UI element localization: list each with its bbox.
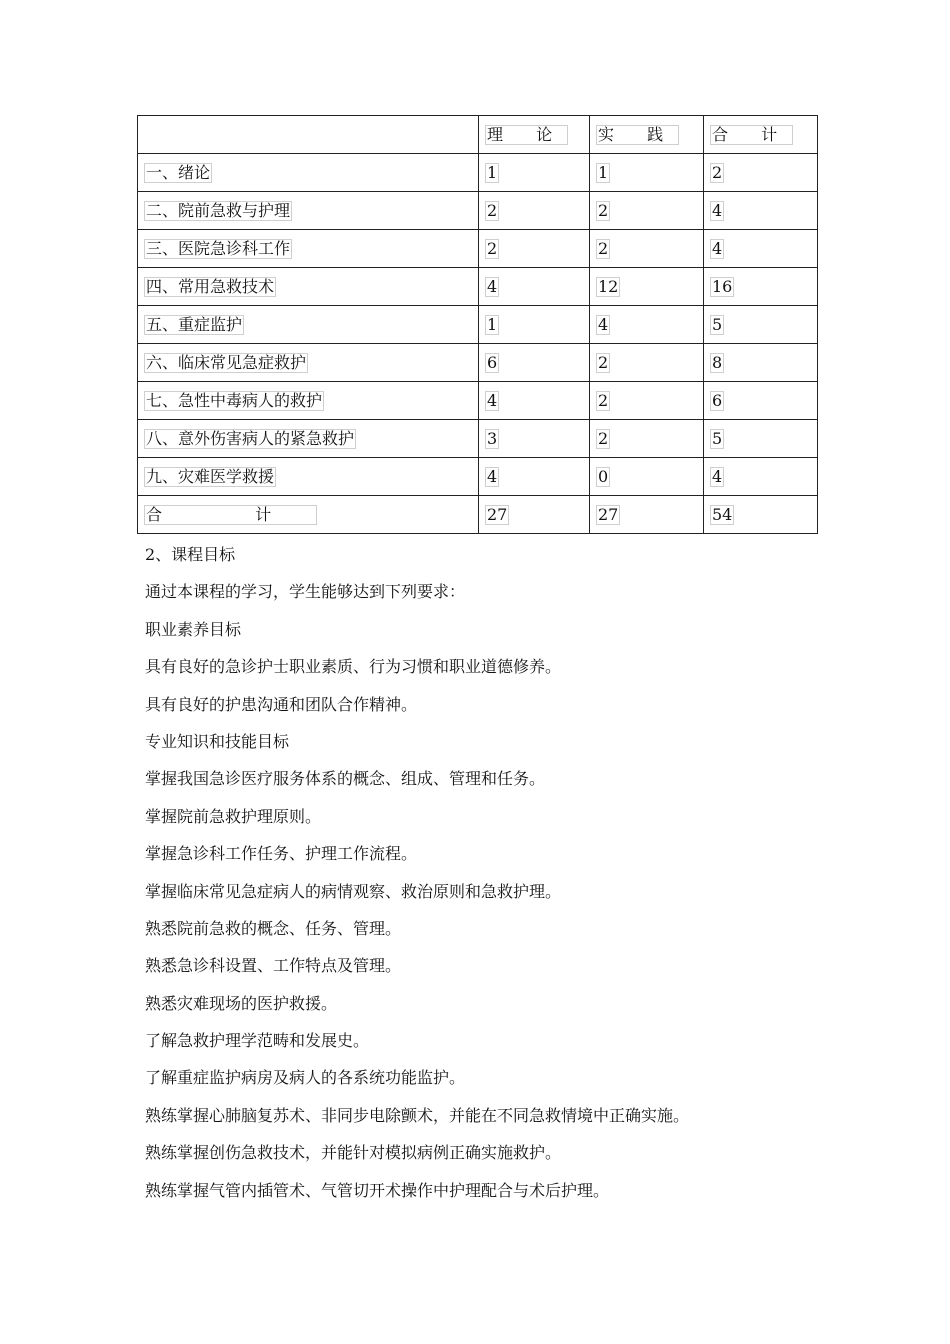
table-row	[138, 154, 818, 192]
total-hours-value: 5	[712, 428, 723, 448]
table-row	[138, 344, 818, 382]
row-name-cell	[138, 496, 479, 534]
practice-hours-cell	[590, 344, 704, 382]
section-heading: 2、课程目标	[145, 545, 236, 564]
total-hours-cell	[704, 192, 818, 230]
table-header-row	[138, 116, 818, 154]
total-hours-cell	[704, 154, 818, 192]
paragraph: 掌握我国急诊医疗服务体系的概念、组成、管理和任务。	[145, 769, 546, 789]
paragraph: 具有良好的急诊护士职业素质、行为习惯和职业道德修养。	[145, 657, 562, 677]
theory-hours-cell	[479, 268, 590, 306]
header-total-label: 合 计	[712, 124, 792, 144]
header-cell-blank	[138, 116, 479, 154]
theory-hours-value: 1	[487, 162, 498, 182]
practice-hours-cell	[590, 306, 704, 344]
paragraph: 熟悉院前急救的概念、任务、管理。	[145, 918, 402, 938]
row-name-label: 八、意外伤害病人的紧急救护	[146, 428, 355, 448]
row-name-label: 三、医院急诊科工作	[146, 238, 291, 258]
theory-hours-cell	[479, 306, 590, 344]
theory-hours-value: 4	[487, 390, 498, 410]
header-theory-label: 理 论	[487, 124, 567, 144]
header-practice-label: 实 践	[598, 124, 678, 144]
total-hours-value: 2	[712, 162, 723, 182]
theory-hours-cell	[479, 420, 590, 458]
hours-table	[137, 115, 818, 534]
total-hours-cell	[704, 458, 818, 496]
practice-hours-value: 2	[598, 390, 609, 410]
theory-hours-value: 27	[487, 504, 508, 524]
practice-hours-cell	[590, 496, 704, 534]
header-cell-total	[704, 116, 818, 154]
paragraph: 熟练掌握创伤急救技术，并能针对模拟病例正确实施救护。	[145, 1143, 562, 1163]
practice-hours-value: 12	[598, 276, 619, 296]
practice-hours-value: 27	[598, 504, 619, 524]
row-name-cell	[138, 458, 479, 496]
theory-hours-cell	[479, 344, 590, 382]
row-name-label: 四、常用急救技术	[146, 276, 275, 296]
total-hours-value: 16	[712, 276, 733, 296]
theory-hours-value: 3	[487, 428, 498, 448]
theory-hours-value: 6	[487, 352, 498, 372]
paragraph: 具有良好的护患沟通和团队合作精神。	[145, 694, 418, 714]
course-objectives-text	[145, 536, 845, 1209]
total-hours-value: 6	[712, 390, 723, 410]
row-name-cell	[138, 420, 479, 458]
total-hours-cell	[704, 496, 818, 534]
total-hours-cell	[704, 306, 818, 344]
table-row	[138, 268, 818, 306]
practice-hours-value: 1	[598, 162, 609, 182]
total-hours-value: 5	[712, 314, 723, 334]
table-row	[138, 458, 818, 496]
table-row	[138, 382, 818, 420]
paragraph: 熟练掌握气管内插管术、气管切开术操作中护理配合与术后护理。	[145, 1180, 610, 1200]
theory-hours-cell	[479, 154, 590, 192]
row-name-cell	[138, 154, 479, 192]
header-cell-practice	[590, 116, 704, 154]
theory-hours-cell	[479, 192, 590, 230]
header-cell-theory	[479, 116, 590, 154]
theory-hours-cell	[479, 458, 590, 496]
row-name-cell	[138, 344, 479, 382]
table-row	[138, 306, 818, 344]
table-row	[138, 496, 818, 534]
total-hours-value: 4	[712, 238, 723, 258]
practice-hours-value: 0	[598, 466, 609, 486]
row-name-label: 二、院前急救与护理	[146, 200, 291, 220]
theory-hours-value: 1	[487, 314, 498, 334]
table-row	[138, 420, 818, 458]
table-row	[138, 230, 818, 268]
total-hours-value: 8	[712, 352, 723, 372]
row-name-label: 五、重症监护	[146, 314, 243, 334]
paragraph: 掌握临床常见急症病人的病情观察、救治原则和急救护理。	[145, 881, 562, 901]
paragraph: 职业素养目标	[145, 619, 242, 639]
practice-hours-value: 2	[598, 428, 609, 448]
paragraph: 了解重症监护病房及病人的各系统功能监护。	[145, 1068, 466, 1088]
total-hours-value: 54	[712, 504, 733, 524]
paragraph: 掌握院前急救护理原则。	[145, 806, 322, 826]
row-name-cell	[138, 382, 479, 420]
row-name-cell	[138, 230, 479, 268]
practice-hours-cell	[590, 192, 704, 230]
theory-hours-cell	[479, 496, 590, 534]
practice-hours-cell	[590, 382, 704, 420]
row-name-cell	[138, 268, 479, 306]
paragraph: 通过本课程的学习，学生能够达到下列要求：	[145, 582, 466, 602]
total-hours-cell	[704, 344, 818, 382]
practice-hours-value: 2	[598, 352, 609, 372]
row-name-label: 九、灾难医学救援	[146, 466, 275, 486]
practice-hours-value: 4	[598, 314, 609, 334]
theory-hours-cell	[479, 230, 590, 268]
row-name-label: 七、急性中毒病人的救护	[146, 390, 323, 410]
table-row	[138, 192, 818, 230]
total-hours-cell	[704, 268, 818, 306]
theory-hours-value: 2	[487, 238, 498, 258]
practice-hours-cell	[590, 458, 704, 496]
row-name-label: 六、临床常见急症救护	[146, 352, 307, 372]
total-hours-cell	[704, 420, 818, 458]
theory-hours-cell	[479, 382, 590, 420]
row-name-label: 合 计	[146, 504, 316, 524]
practice-hours-value: 2	[598, 200, 609, 220]
row-name-label: 一、绪论	[146, 162, 211, 182]
total-hours-cell	[704, 230, 818, 268]
paragraph: 掌握急诊科工作任务、护理工作流程。	[145, 844, 418, 864]
total-hours-value: 4	[712, 200, 723, 220]
row-name-cell	[138, 306, 479, 344]
paragraph: 熟悉灾难现场的医护救援。	[145, 993, 338, 1013]
practice-hours-value: 2	[598, 238, 609, 258]
theory-hours-value: 4	[487, 466, 498, 486]
practice-hours-cell	[590, 420, 704, 458]
total-hours-value: 4	[712, 466, 723, 486]
theory-hours-value: 4	[487, 276, 498, 296]
practice-hours-cell	[590, 268, 704, 306]
theory-hours-value: 2	[487, 200, 498, 220]
paragraph: 了解急救护理学范畴和发展史。	[145, 1031, 370, 1051]
paragraph: 熟悉急诊科设置、工作特点及管理。	[145, 956, 402, 976]
practice-hours-cell	[590, 230, 704, 268]
paragraph: 专业知识和技能目标	[145, 731, 290, 751]
paragraph: 熟练掌握心肺脑复苏术、非同步电除颤术，并能在不同急救情境中正确实施。	[145, 1105, 690, 1125]
practice-hours-cell	[590, 154, 704, 192]
row-name-cell	[138, 192, 479, 230]
total-hours-cell	[704, 382, 818, 420]
